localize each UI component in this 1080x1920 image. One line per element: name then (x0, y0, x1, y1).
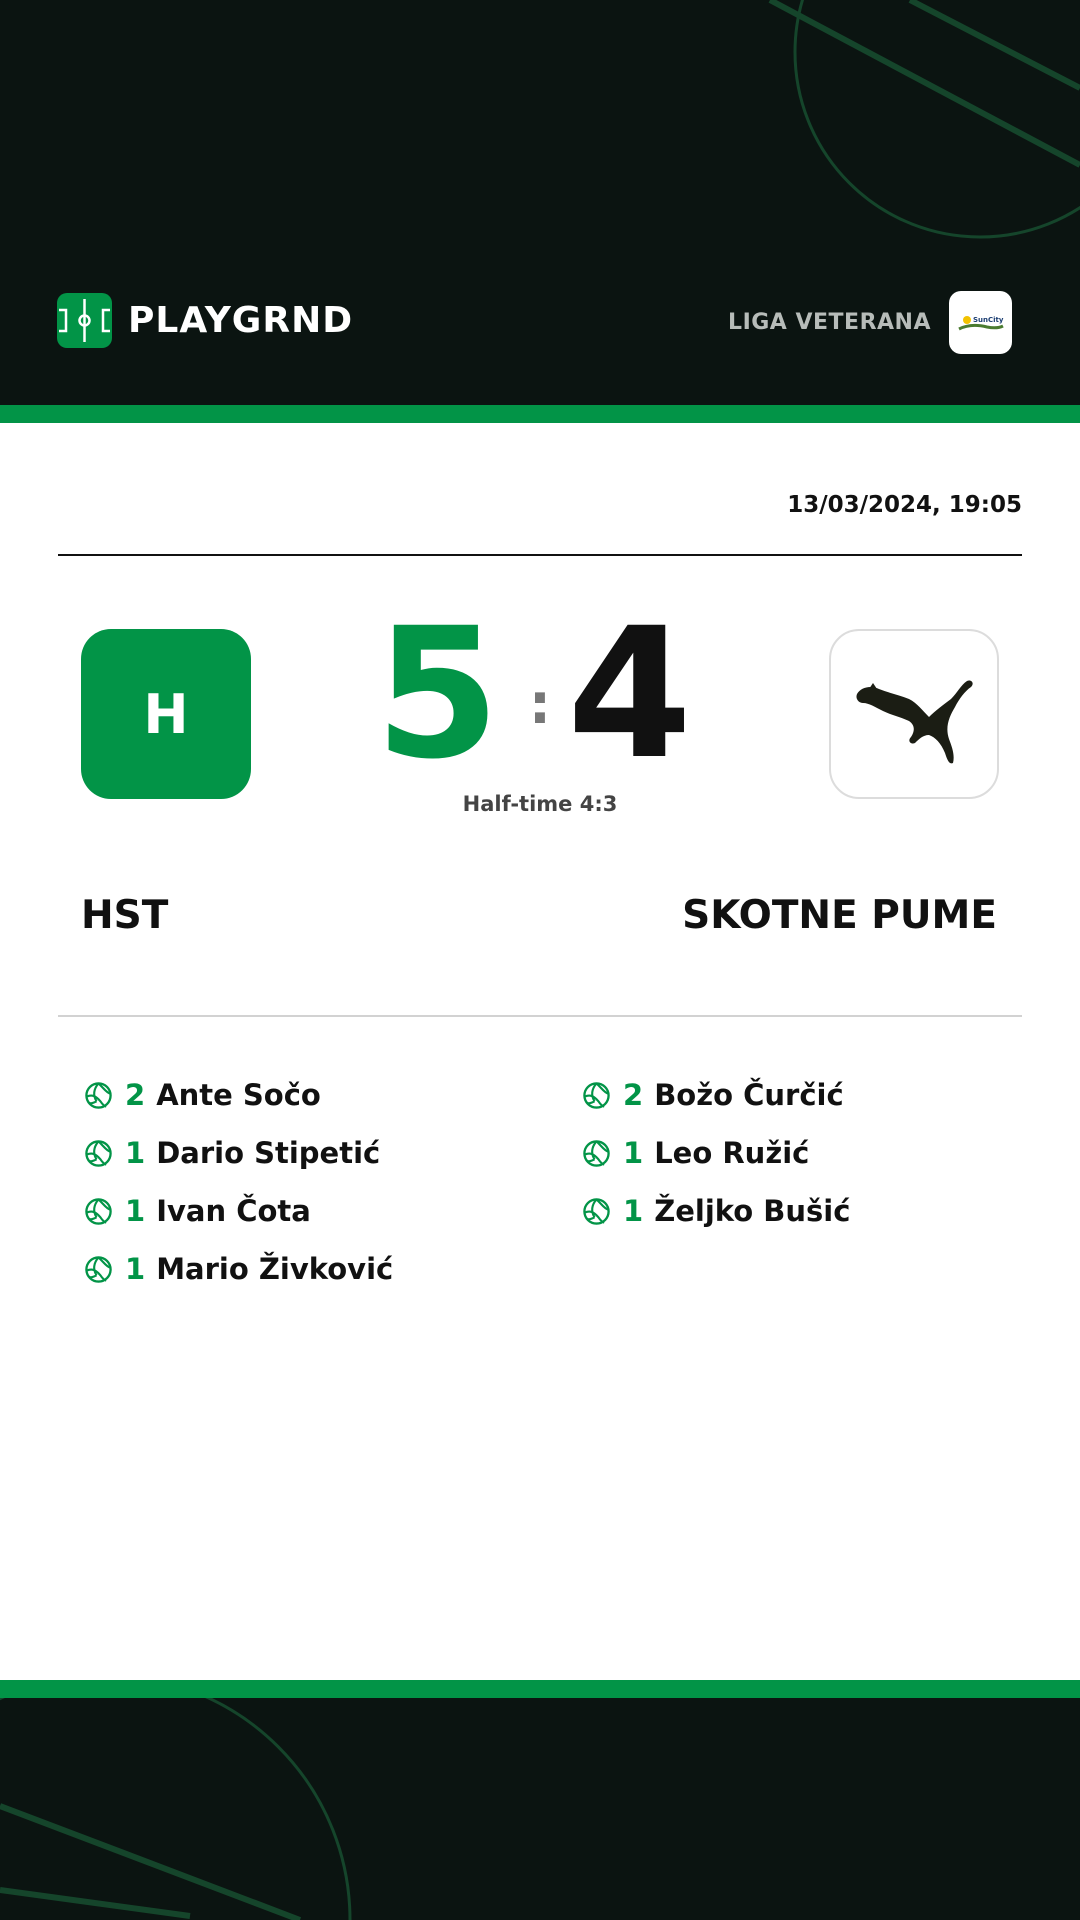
ball-icon (582, 1139, 611, 1168)
goal-count: 1 (125, 1136, 146, 1170)
list-item (84, 1066, 534, 1124)
ball-icon (84, 1081, 113, 1110)
footer-accent-bar (0, 1680, 1080, 1698)
goal-count: 2 (623, 1078, 644, 1112)
pitch-lines-decoration (0, 1698, 1080, 1920)
away-team-badge (829, 629, 999, 799)
home-scorers-list (84, 1066, 534, 1298)
puma-logo (849, 659, 979, 769)
divider (58, 554, 1022, 556)
away-team-name: SKOTNE PUME (682, 893, 997, 938)
player-name: Željko Bušić (654, 1194, 851, 1228)
away-scorers-list (582, 1066, 1032, 1240)
ball-icon (84, 1197, 113, 1226)
match-datetime: 13/03/2024, 19:05 (787, 492, 1022, 518)
goal-count: 1 (125, 1194, 146, 1228)
goal-count: 2 (125, 1078, 146, 1112)
goal-count: 1 (623, 1194, 644, 1228)
home-badge-letter: H (143, 682, 189, 746)
pitch-icon (57, 293, 112, 348)
away-score: 4 (567, 590, 693, 799)
goal-count: 1 (623, 1136, 644, 1170)
brand-name: PLAYGRND (128, 299, 354, 341)
league (728, 291, 1012, 354)
player-name: Mario Živković (156, 1252, 394, 1286)
home-score: 5 (374, 590, 500, 799)
ball-icon (582, 1081, 611, 1110)
goal-count: 1 (125, 1252, 146, 1286)
ball-icon (84, 1255, 113, 1284)
halftime-score: Half-time 4:3 (462, 792, 618, 816)
player-name: Leo Ružić (654, 1136, 810, 1170)
player-name: Dario Stipetić (156, 1136, 381, 1170)
list-item (84, 1124, 534, 1182)
header-accent-bar (0, 405, 1080, 423)
player-name: Ivan Čota (156, 1194, 311, 1228)
list-item (582, 1182, 1032, 1240)
brand (57, 292, 353, 348)
league-name: LIGA VETERANA (728, 310, 931, 335)
ball-icon (582, 1197, 611, 1226)
header (0, 0, 1080, 405)
ball-icon (84, 1139, 113, 1168)
score-separator: : (528, 672, 552, 737)
league-logo (949, 291, 1012, 354)
list-item (582, 1066, 1032, 1124)
home-team-name: HST (81, 893, 169, 938)
league-logo-text: SunCity (972, 315, 1003, 324)
divider (58, 1015, 1022, 1017)
list-item (582, 1124, 1032, 1182)
player-name: Božo Čurčić (654, 1078, 844, 1112)
sun-icon (957, 311, 1005, 335)
list-item (84, 1240, 534, 1298)
player-name: Ante Sočo (156, 1078, 321, 1112)
footer (0, 1698, 1080, 1920)
list-item (84, 1182, 534, 1240)
